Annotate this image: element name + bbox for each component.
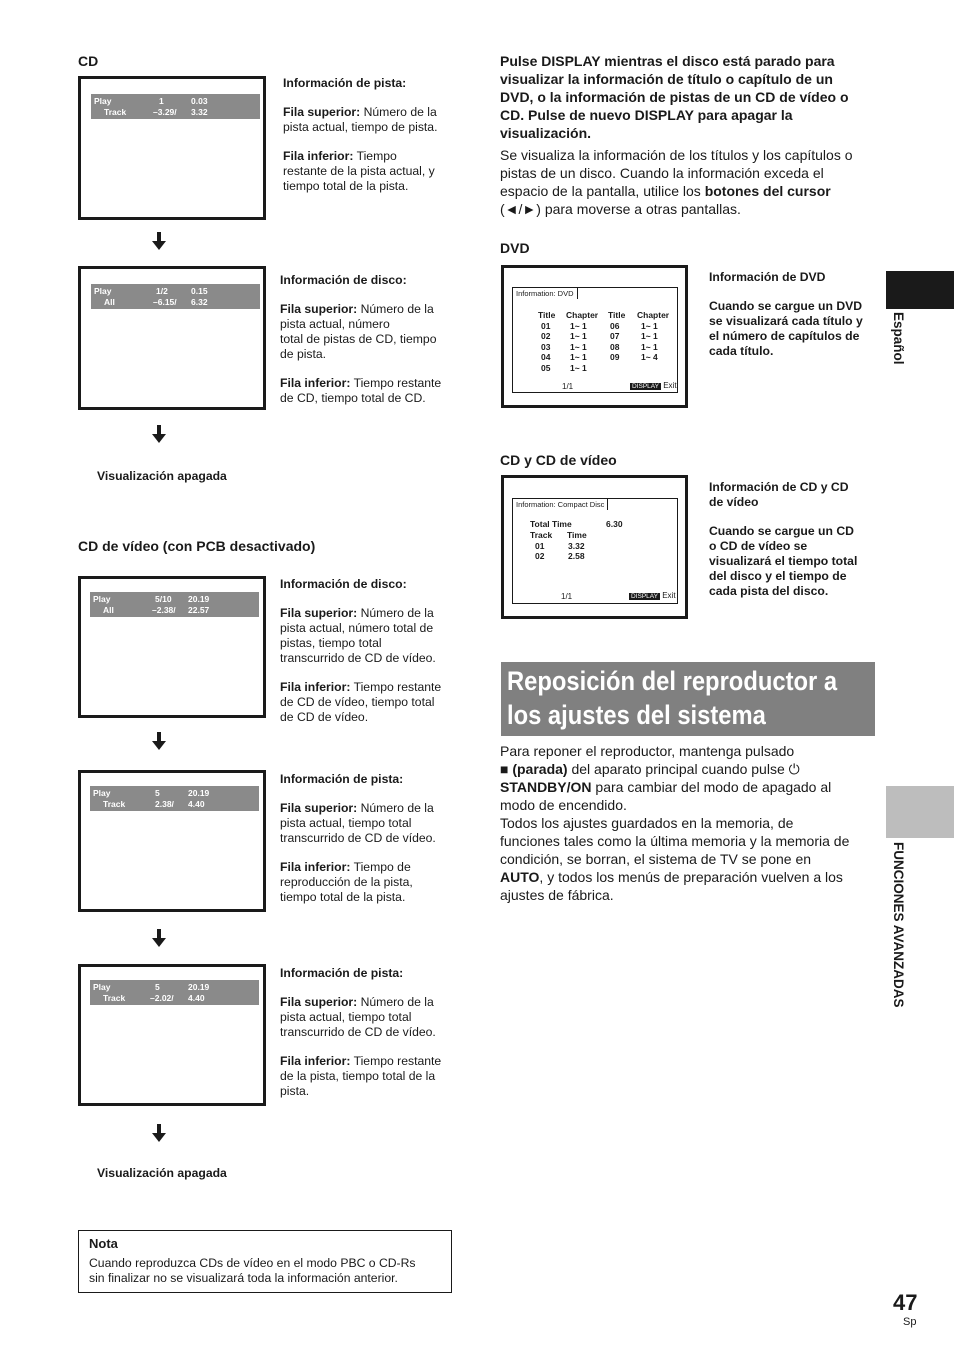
desc-line: pista actual, tiempo de pista. (283, 120, 438, 134)
osd-bar (90, 786, 259, 811)
osd-top-time: 0.15 (191, 286, 208, 296)
reset-line: modo de encendido. (500, 797, 627, 813)
intro-line: Se visualiza la información de los títulos y los capítulos o (500, 147, 853, 163)
dvd-info-tab: Information: DVD (512, 287, 578, 299)
osd-top-num: 5 (155, 788, 160, 798)
desc-line: se visualizará cada título y (709, 314, 863, 328)
cd-page-indicator: 1/1 (561, 592, 573, 601)
osd-top-num: 5 (155, 982, 160, 992)
desc-line: Número de la (360, 105, 437, 119)
desc-line: de CD, tiempo total de CD. (280, 391, 426, 405)
section-title (507, 664, 837, 732)
osd-top-time: 20.19 (188, 982, 210, 992)
dvd-info-panel (512, 287, 678, 393)
reset-line: Todos los ajustes guardados en la memoria, de (500, 815, 794, 831)
cd-col-time (567, 530, 587, 562)
desc-title: Información de disco: (280, 577, 407, 591)
down-arrow-icon (152, 732, 166, 750)
cdv-heading: CD y CD de vídeo (500, 452, 617, 468)
desc-lower-label: Fila inferior: (283, 149, 354, 163)
note-title: Nota (89, 1236, 118, 1251)
osd-top-label: Play (94, 286, 112, 296)
osd-top-num: 5/10 (155, 594, 172, 604)
exit-label: Exit (663, 381, 677, 390)
osd-bottom-num: –2.38/ (152, 605, 176, 615)
osd-bottom-label: All (104, 297, 115, 307)
osd-bottom-label: Track (104, 107, 127, 117)
display-button-badge: DISPLAY (632, 383, 659, 390)
vcd-track-desc-1 (280, 772, 460, 905)
dvd-col-title-2 (608, 310, 625, 363)
desc-line: Tiempo de (350, 860, 411, 874)
cd-col-track (530, 530, 552, 562)
cd-header: Time (567, 530, 587, 540)
intro-line: pistas de un disco. Cuando la información exceda el (500, 165, 824, 181)
page-suffix: Sp (903, 1316, 917, 1328)
desc-line: pistas, tiempo total (280, 636, 382, 650)
intro-instruction (500, 52, 880, 142)
osd-top-num: 1 (159, 96, 164, 106)
desc-line: pista actual, número (280, 317, 390, 331)
desc-line: tiempo total de la pista. (283, 179, 409, 193)
cd-cell: 02 (535, 551, 545, 561)
cdv-desc (709, 480, 879, 599)
desc-line: Tiempo restante (350, 1054, 442, 1068)
cd-display-off: Visualización apagada (97, 469, 227, 483)
cd-cell: 3.32 (568, 540, 585, 551)
cd-total-label: Total Time (530, 519, 572, 529)
dvd-cell: 04 (541, 352, 551, 362)
desc-title: Información de pista: (280, 966, 404, 980)
section-banner (501, 662, 875, 736)
osd-bottom-num: –6.15/ (153, 297, 177, 307)
desc-lower-label: Fila inferior: (280, 680, 351, 694)
desc-line: Tiempo restante (350, 376, 442, 390)
dvd-col-title-1 (538, 310, 555, 373)
desc-line: total de pistas de CD, tiempo (280, 332, 437, 346)
desc-line: tiempo total de la pista. (280, 890, 406, 904)
dvd-cell: 06 (610, 320, 620, 331)
desc-upper-label: Fila superior: (283, 105, 361, 119)
osd-top-label: Play (93, 982, 111, 992)
desc-line: Cuando se cargue un CD (709, 524, 854, 538)
osd-bottom-time: 4.40 (188, 799, 205, 809)
dvd-cell: 1~ 4 (641, 352, 658, 362)
cd-header: Track (530, 530, 553, 540)
note-box (78, 1230, 452, 1293)
reset-line: del aparato principal cuando pulse (567, 761, 789, 777)
desc-line: Número de la (357, 995, 434, 1009)
display-button-badge: DISPLAY (631, 593, 658, 600)
page-number: 47 (893, 1290, 918, 1315)
note-line: Cuando reproduzca CDs de vídeo en el modo PBC o CD-Rs (89, 1256, 416, 1270)
dvd-heading: DVD (500, 240, 530, 256)
dvd-cell: 08 (610, 341, 620, 352)
vcd-heading: CD de vídeo (con PCB desactivado) (78, 538, 316, 554)
note-line: sin finalizar no se visualizará toda la información anterior. (89, 1271, 398, 1285)
dvd-page-indicator: 1/1 (562, 382, 574, 391)
cd-exit-hint (629, 591, 676, 603)
desc-line: o CD de vídeo se (709, 539, 808, 553)
desc-line: Número de la (357, 302, 434, 316)
dvd-cell: 09 (610, 352, 620, 362)
desc-lower-label: Fila inferior: (280, 376, 351, 390)
osd-bottom-label: Track (103, 799, 126, 809)
osd-top-label: Play (93, 788, 111, 798)
desc-line: pista. (280, 1084, 310, 1098)
cd-track-desc (283, 76, 458, 194)
section-title-line: los ajustes del sistema (507, 700, 766, 730)
desc-line: Número de la (357, 606, 434, 620)
dvd-cell: 1~ 1 (641, 341, 658, 352)
cd-total-value: 6.30 (606, 519, 623, 529)
dvd-cell: 1~ 1 (641, 320, 658, 331)
desc-line: reproducción de la pista, (280, 875, 413, 889)
dvd-cell: 1~ 1 (570, 320, 587, 331)
desc-line: pista actual, número total de (280, 621, 434, 635)
desc-upper-label: Fila superior: (280, 302, 358, 316)
desc-title: de vídeo (709, 495, 759, 509)
note-text (89, 1256, 449, 1286)
standby-button-ref: STANDBY/ON (500, 779, 592, 795)
dvd-header: Title (538, 310, 556, 320)
desc-title: Información de DVD (709, 270, 826, 284)
auto-ref: AUTO (500, 869, 540, 885)
reset-instructions (500, 742, 880, 904)
intro-body (500, 146, 880, 218)
stop-button-ref: ■ (parada) (500, 761, 568, 777)
desc-line: Número de la (357, 801, 434, 815)
reset-line: , y todos los menús de preparación vuelven a los (539, 869, 843, 885)
power-icon: ⏻ (788, 761, 800, 777)
desc-line: transcurrido de CD de vídeo. (280, 651, 436, 665)
osd-top-num: 1/2 (156, 286, 168, 296)
side-tab-language (886, 271, 954, 309)
intro-line: (◄/►) para moverse a otras pantallas. (500, 201, 741, 217)
cd-cell: 01 (535, 540, 545, 551)
osd-top-label: Play (93, 594, 111, 604)
cd-cell: 2.58 (568, 551, 585, 561)
intro-line: visualizar la información de título o capítulo de un (500, 71, 833, 87)
dvd-cell: 1~ 1 (570, 352, 587, 362)
osd-bar (91, 94, 260, 119)
side-tab-section (886, 786, 954, 838)
tv-screen-dvd-info (501, 265, 688, 408)
tv-screen-cd-disc (78, 266, 266, 410)
tv-screen-vcd-track-remaining (78, 964, 266, 1106)
dvd-header: Title (608, 310, 626, 320)
cd-disc-desc (280, 273, 460, 406)
dvd-cell: 1~ 1 (570, 341, 587, 352)
desc-title: Información de CD y CD (709, 480, 849, 494)
down-arrow-icon (152, 1124, 166, 1142)
down-arrow-icon (152, 425, 166, 443)
osd-top-time: 0.03 (191, 96, 208, 106)
vcd-track-desc-2 (280, 966, 460, 1099)
desc-title: Información de disco: (280, 273, 407, 287)
osd-bottom-time: 22.57 (188, 605, 210, 615)
tv-screen-vcd-disc (78, 576, 266, 718)
desc-line: de CD de vídeo. (280, 710, 369, 724)
down-arrow-icon (152, 232, 166, 250)
dvd-col-chapter-2 (637, 310, 669, 363)
dvd-exit-hint (630, 381, 677, 393)
cd-heading: CD (78, 53, 99, 69)
desc-upper-label: Fila superior: (280, 606, 358, 620)
desc-line: Cuando se cargue un DVD (709, 299, 863, 313)
osd-bar (90, 592, 259, 617)
dvd-cell: 1~ 1 (570, 331, 587, 341)
dvd-cell: 01 (541, 320, 551, 331)
reset-line: condición, se borran, el sistema de TV se pone en (500, 851, 812, 867)
osd-bottom-num: –2.02/ (150, 993, 174, 1003)
desc-title: Información de pista: (280, 772, 404, 786)
osd-bar (90, 980, 259, 1005)
intro-line: Pulse DISPLAY mientras el disco está parado para (500, 53, 835, 69)
reset-line: funciones tales como la última memoria y la memoria de (500, 833, 850, 849)
desc-line: cada título. (709, 344, 774, 358)
tv-screen-vcd-track (78, 770, 266, 912)
desc-line: restante de la pista actual, y (283, 164, 435, 178)
dvd-header: Chapter (637, 310, 670, 320)
intro-line: CD. Pulse de nuevo DISPLAY para apagar la (500, 107, 793, 123)
section-title-line: Reposición del reproductor a (507, 666, 838, 696)
desc-line: el número de capítulos de (709, 329, 860, 343)
desc-upper-label: Fila superior: (280, 995, 358, 1009)
osd-bottom-num: –3.29/ (153, 107, 177, 117)
tv-screen-cd-info (501, 475, 688, 619)
desc-line: cada pista del disco. (709, 584, 829, 598)
osd-bottom-label: All (103, 605, 114, 615)
dvd-cell: 07 (610, 331, 620, 341)
desc-line: Tiempo restante (350, 680, 442, 694)
desc-lower-label: Fila inferior: (280, 860, 351, 874)
tv-screen-cd-track (78, 76, 266, 220)
osd-top-time: 20.19 (188, 788, 210, 798)
desc-title: Información de pista: (283, 76, 407, 90)
desc-line: Tiempo (353, 149, 397, 163)
cd-info-tab: Information: Compact Disc (512, 498, 608, 510)
side-label-language: Español (891, 312, 906, 365)
desc-line: del disco y el tiempo de (709, 569, 847, 583)
desc-line: transcurrido de CD de vídeo. (280, 1025, 436, 1039)
dvd-cell: 1~ 1 (641, 331, 658, 341)
dvd-cell: 02 (541, 331, 551, 341)
dvd-header: Chapter (566, 310, 599, 320)
osd-top-label: Play (94, 96, 112, 106)
intro-line: visualización. (500, 125, 592, 141)
desc-lower-label: Fila inferior: (280, 1054, 351, 1068)
intro-line: espacio de la pantalla, utilice los (500, 183, 705, 199)
dvd-col-chapter-1 (566, 310, 598, 373)
desc-line: de la pista, tiempo total de la (280, 1069, 436, 1083)
desc-line: visualizará el tiempo total (709, 554, 858, 568)
desc-line: de pista. (280, 347, 327, 361)
intro-bold: botones del cursor (704, 183, 831, 199)
desc-upper-label: Fila superior: (280, 801, 358, 815)
dvd-cell: 1~ 1 (570, 362, 587, 373)
vcd-display-off: Visualización apagada (97, 1166, 227, 1180)
dvd-cell: 05 (541, 362, 551, 373)
osd-bar (91, 284, 260, 309)
dvd-desc (709, 270, 879, 359)
osd-bottom-label: Track (103, 993, 126, 1003)
intro-line: DVD, o la información de pistas de un CD de vídeo o (500, 89, 849, 105)
reset-line: ajustes de fábrica. (500, 887, 614, 903)
vcd-disc-desc (280, 577, 460, 725)
desc-line: de CD de vídeo, tiempo total (280, 695, 435, 709)
osd-top-time: 20.19 (188, 594, 210, 604)
side-label-section: FUNCIONES AVANZADAS (891, 842, 906, 1008)
reset-line: para cambiar del modo de apagado al (591, 779, 832, 795)
osd-bottom-time: 4.40 (188, 993, 205, 1003)
desc-line: transcurrido de CD de vídeo. (280, 831, 436, 845)
dvd-cell: 03 (541, 341, 551, 352)
desc-line: pista actual, tiempo total (280, 1010, 412, 1024)
osd-bottom-time: 6.32 (191, 297, 208, 307)
osd-bottom-time: 3.32 (191, 107, 208, 117)
osd-bottom-num: 2.38/ (155, 799, 174, 809)
desc-line: pista actual, tiempo total (280, 816, 412, 830)
exit-label: Exit (662, 591, 676, 600)
reset-line: Para reponer el reproductor, mantenga pulsado (500, 743, 795, 759)
down-arrow-icon (152, 929, 166, 947)
cd-info-panel (512, 498, 678, 604)
